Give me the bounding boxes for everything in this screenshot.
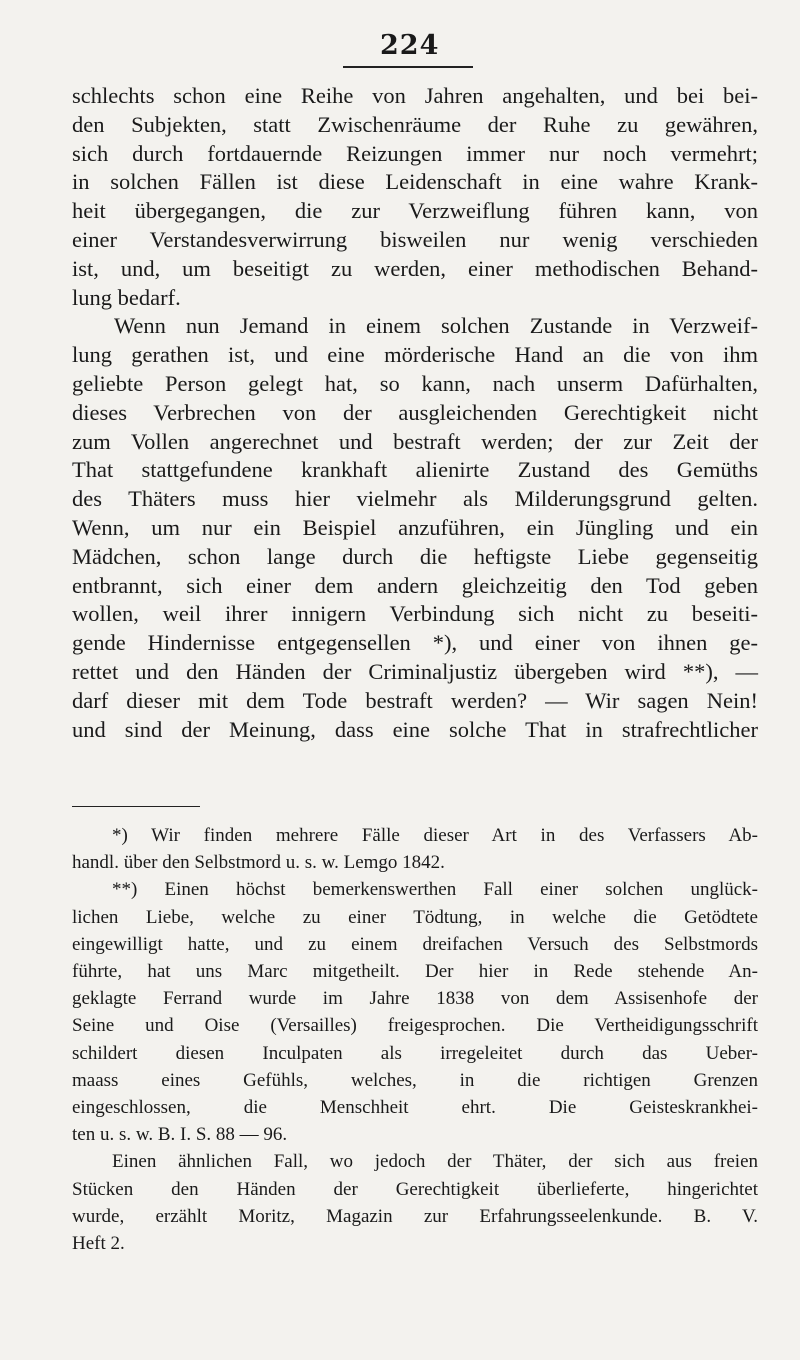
text-line: Mädchen, schon lange durch die heftigste Liebe gegenseitig [72, 543, 758, 569]
text-line: gende Hindernisse entgegensellen *), und einer von ihnen ge- [72, 630, 758, 656]
text-line: ist, und, um beseitigt zu werden, einer methodischen Behand- [72, 255, 758, 281]
text-line: sich durch fortdauernde Reizungen immer nur noch vermehrt; [72, 140, 758, 166]
text-line: einer Verstandesverwirrung bisweilen nur wenig verschieden [72, 226, 758, 252]
footnote-line: schildert diesen Inculpaten als irregeleitet durch das Ueber- [72, 1042, 758, 1064]
footnote-line: lichen Liebe, welche zu einer Tödtung, in welche die Getödtete [72, 906, 758, 928]
footnote-line: **) Einen höchst bemerkenswerthen Fall einer solchen unglück- [112, 879, 758, 901]
footnote-line: Stücken den Händen der Gerechtigkeit überlieferte, hingerichtet [72, 1178, 758, 1200]
footnote-rule [72, 806, 200, 807]
footnote-line: ten u. s. w. B. I. S. 88 — 96. [72, 1124, 288, 1146]
text-line: entbrannt, sich einer dem andern gleichzeitig den Tod geben [72, 572, 758, 598]
main-text [72, 82, 758, 744]
text-line: rettet und den Händen der Criminaljustiz übergeben wird **), — [72, 658, 758, 684]
header-rule [343, 66, 473, 68]
text-line: schlechts schon eine Reihe von Jahren angehalten, und bei bei- [72, 83, 758, 108]
text-line: dieses Verbrechen von der ausgleichenden Gerechtigkeit nicht [72, 399, 758, 425]
footnote-line: führte, hat uns Marc mitgetheilt. Der hier in Rede stehende An- [72, 961, 758, 983]
text-line: Wenn nun Jemand in einem solchen Zustande in Verzweif- [114, 313, 758, 339]
footnote-line: wurde, erzählt Moritz, Magazin zur Erfahrungsseelenkunde. B. V. [72, 1205, 758, 1227]
footnote-line: eingeschlossen, die Menschheit ehrt. Die Geisteskrankhei- [72, 1097, 758, 1119]
text-line: in solchen Fällen ist diese Leidenschaft in eine wahre Krank- [72, 169, 758, 195]
text-line: geliebte Person gelegt hat, so kann, nach unserm Dafürhalten, [72, 370, 758, 396]
text-line: und sind der Meinung, dass eine solche That in strafrechtlicher [72, 716, 758, 742]
footnote-line: Seine und Oise (Versailles) freigesprochen. Die Vertheidigungsschrift [72, 1015, 758, 1037]
text-line: heit übergegangen, die zur Verzweiflung führen kann, von [72, 198, 758, 224]
text-line: lung gerathen ist, und eine mörderische Hand an die von ihm [72, 342, 758, 368]
text-line: des Thäters muss hier vielmehr als Milderungsgrund gelten. [72, 486, 758, 512]
footnote-line: *) Wir finden mehrere Fälle dieser Art in des Verfassers Ab- [112, 825, 758, 846]
text-line: That stattgefundene krankhaft alienirte Zustand des Gemüths [72, 457, 758, 483]
footnote-line: eingewilligt hatte, und zu einem dreifachen Versuch des Selbstmords [72, 933, 758, 955]
footnotes [72, 822, 758, 1257]
text-line: den Subjekten, statt Zwischenräume der Ruhe zu gewähren, [72, 111, 758, 137]
text-line: Wenn, um nur ein Beispiel anzuführen, ein Jüngling und ein [72, 514, 758, 540]
footnote-line: geklagte Ferrand wurde im Jahre 1838 von dem Assisenhofe der [72, 988, 758, 1010]
footnote-line: Heft 2. [72, 1233, 125, 1255]
text-line: darf dieser mit dem Tode bestraft werden? — Wir sagen Nein! [72, 687, 758, 713]
text-line: wollen, weil ihrer innigern Verbindung sich nicht zu beseiti- [72, 601, 758, 627]
text-line: lung bedarf. [72, 284, 181, 310]
text-line: zum Vollen angerechnet und bestraft werden; der zur Zeit der [72, 428, 758, 454]
footnote-line: handl. über den Selbstmord u. s. w. Lemgo 1842. [72, 852, 445, 874]
footnote-line: Einen ähnlichen Fall, wo jedoch der Thäter, der sich aus freien [112, 1151, 758, 1173]
footnote-line: maass eines Gefühls, welches, in die richtigen Grenzen [72, 1069, 758, 1091]
page-number: 224 [380, 30, 440, 61]
